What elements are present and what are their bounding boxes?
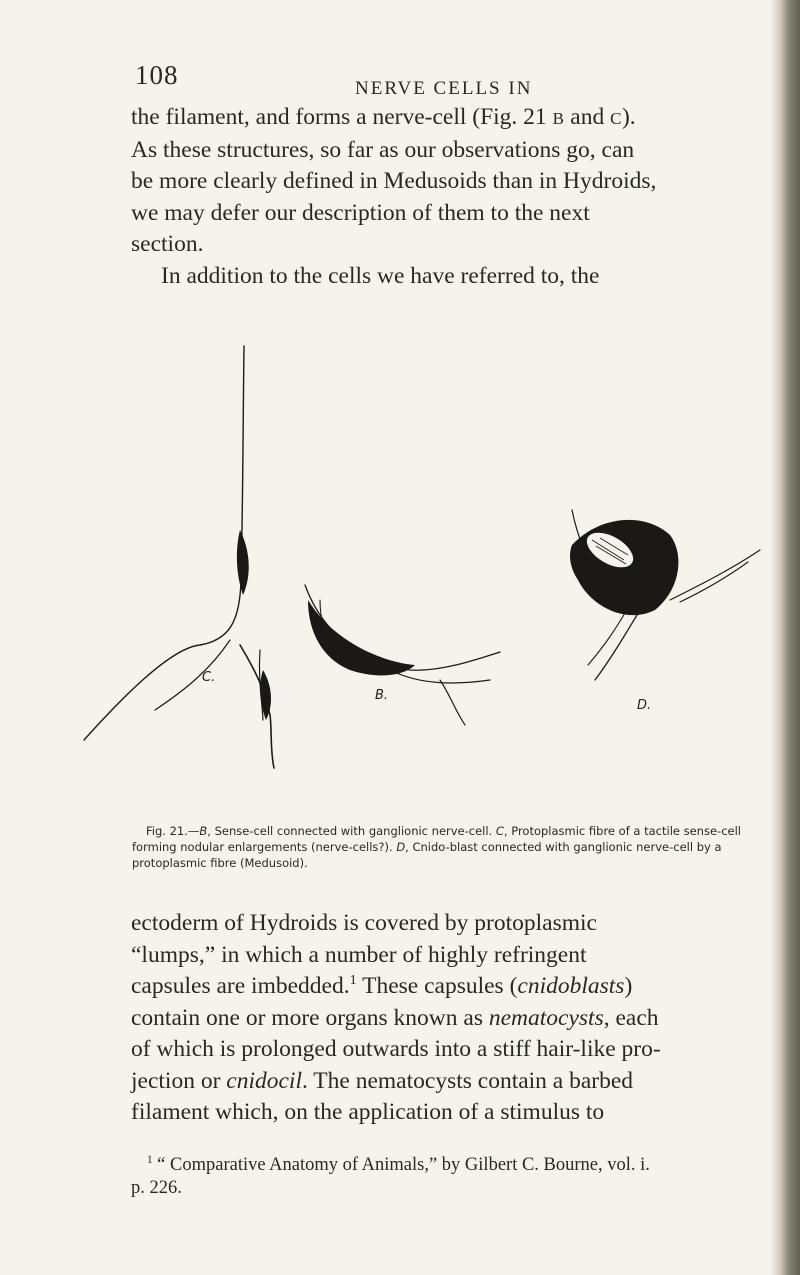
- text-line: capsules are imbedded.$^1$ These capsules (cnidoblasts): [131, 972, 633, 999]
- fibre-d-right2: [680, 562, 748, 602]
- figure-caption: Fig. 21.—B, Sense-cell connected with ganglionic nerve-cell. C, Protoplasmic fibre of a tactile sense-cell forming nodular enlargements (nerve-cells?). D, Cnido-blast connected with ganglionic nerve-cell by a protoplasmic fibre (Medusoid).: [132, 824, 741, 870]
- text-line: jection or cnidocil. The nematocysts contain a barbed: [131, 1067, 634, 1094]
- footnote-line: $^1$ “ Comparative Anatomy of Animals,” by Gilbert C. Bourne, vol. i.: [147, 1153, 650, 1175]
- fibre-d-left: [595, 610, 640, 680]
- figure-label-d: D.: [637, 698, 652, 713]
- nodule-c-upper: [237, 530, 249, 595]
- text-line: be more clearly defined in Medusoids than in Hydroids,: [131, 168, 657, 194]
- text-line: filament which, on the application of a stimulus to: [131, 1099, 605, 1125]
- figure-21: [80, 340, 770, 800]
- paragraph-top: [131, 102, 771, 292]
- running-head: NERVE CELLS IN: [355, 78, 533, 99]
- fibre-c-long: [84, 346, 244, 740]
- nerve-cell-illustration: [80, 340, 770, 800]
- text-line: of which is prolonged outwards into a stiff hair-like pro-: [131, 1036, 661, 1062]
- nerve-cell-b-body: [308, 600, 415, 675]
- footnote-line: p. 226.: [131, 1178, 182, 1198]
- page-number: 108: [135, 60, 179, 90]
- text-line: In addition to the cells we have referred to, the: [161, 262, 600, 289]
- fibre-c-branch: [155, 640, 230, 710]
- fibre-b-down: [440, 680, 465, 725]
- fibre-d-left2: [588, 608, 628, 665]
- text-line: section.: [131, 231, 204, 257]
- text-line: we may defer our description of them to the next: [131, 199, 590, 226]
- paragraph-bottom: [131, 908, 771, 1129]
- text-line: “lumps,” in which a number of highly refringent: [131, 941, 587, 968]
- figure-label-b: B.: [375, 688, 389, 703]
- page-edge-shadow: [770, 0, 800, 1275]
- footnote: [131, 1154, 771, 1200]
- figure-label-c: C.: [202, 670, 216, 685]
- fibre-d-right: [670, 550, 760, 600]
- text-line: As these structures, so far as our observations go, can: [131, 136, 635, 163]
- text-line: ectoderm of Hydroids is covered by protoplasmic: [131, 910, 597, 936]
- text-line: contain one or more organs known as nematocysts, each: [131, 1004, 659, 1031]
- text-line: the filament, and forms a nerve-cell (Fig. 21 B and C).: [131, 104, 636, 130]
